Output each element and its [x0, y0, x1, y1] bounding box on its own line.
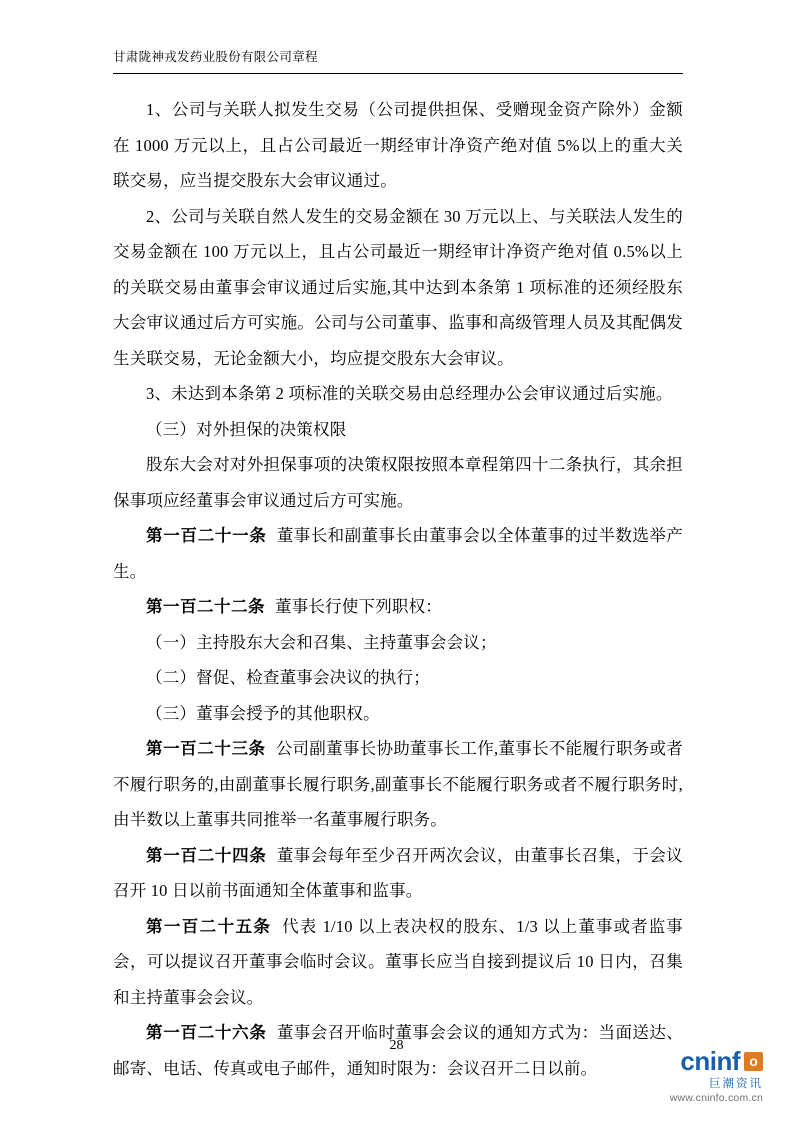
article-text: 代表 1/10 以上表决权的股东、1/3 以上董事或者监事会，可以提议召开董事会临时会议。董事长应当自接到提议后 10 日内，召集和主持董事会会议。 — [113, 916, 684, 1007]
logo-url: www.cninfo.com.cn — [669, 1092, 763, 1104]
article-text: 董事长和副董事长由董事会以全体董事的过半数选举产生。 — [113, 526, 683, 581]
cninfo-watermark — [670, 1048, 763, 1104]
list-item: （一）主持股东大会和召集、主持董事会会议； — [146, 632, 497, 652]
list-item: （二）督促、检查董事会决议的执行； — [146, 668, 430, 687]
article-paragraph — [113, 838, 683, 909]
article-paragraph — [113, 731, 683, 838]
article-number: 第一百二十一条 — [146, 526, 267, 545]
article-paragraph — [113, 909, 683, 1016]
article-number: 第一百二十五条 — [146, 916, 272, 936]
header-divider — [113, 73, 683, 74]
page-number: 28 — [389, 1038, 404, 1053]
paragraph: 1、公司与关联人拟发生交易（公司提供担保、受赠现金资产除外）金额在 1000 万元以上，且占公司最近一期经审计净资产绝对值 5%以上的重大关联交易，应当提交股东大会审议通过。 — [113, 100, 683, 190]
document-body — [113, 92, 683, 1086]
paragraph: 股东大会对对外担保事项的决策权限按照本章程第四十二条执行，其余担保事项应经董事会审议通过后方可实施。 — [113, 455, 683, 510]
paragraph: 2、公司与关联自然人发生的交易金额在 30 万元以上、与关联法人发生的交易金额在 100 万元以上，且占公司最近一期经审计净资产绝对值 0.5%以上的关联交易由董事会审议通过后实施,其中达到本条第 1 项标准的还须经股东大会审议通过后方可实施。公司与公司董事、监事和高级管理人员及其配偶发生关联交易，无论金额大小，均应提交股东大会审议。 — [113, 206, 683, 368]
article-text: 公司副董事长协助董事长工作,董事长不能履行职务或者不履行职务的,由副董事长履行职务,副董事长不能履行职务或者不履行职务时,由半数以上董事共同推举一名董事履行职务。 — [113, 739, 684, 829]
list-item: （三）董事会授予的其他职权。 — [146, 703, 380, 723]
article-number: 第一百二十三条 — [146, 739, 266, 758]
article-paragraph — [113, 589, 683, 625]
article-paragraph — [113, 518, 683, 589]
paragraph: （三）对外担保的决策权限 — [146, 419, 347, 439]
article-text: 董事会召开临时董事会会议的通知方式为：当面送达、邮寄、电话、传真或电子邮件，通知时限为：会议召开二日以前。 — [113, 1023, 683, 1078]
logo-badge-icon: o — [744, 1052, 763, 1071]
article-text: 董事长行使下列职权： — [275, 597, 442, 616]
article-text: 董事会每年至少召开两次会议，由董事长召集，于会议召开 10 日以前书面通知全体董事和监事。 — [113, 845, 683, 900]
paragraph: 3、未达到本条第 2 项标准的关联交易由总经理办公会审议通过后实施。 — [146, 384, 673, 403]
article-number: 第一百二十四条 — [146, 845, 267, 865]
article-number: 第一百二十六条 — [146, 1023, 267, 1042]
article-number: 第一百二十二条 — [146, 597, 265, 616]
logo-main — [670, 1048, 763, 1074]
logo-chinese-name: 巨潮资讯 — [709, 1078, 763, 1090]
page-header: 甘肃陇神戎发药业股份有限公司章程 — [113, 50, 318, 64]
logo-wordmark: cninf — [680, 1046, 740, 1076]
